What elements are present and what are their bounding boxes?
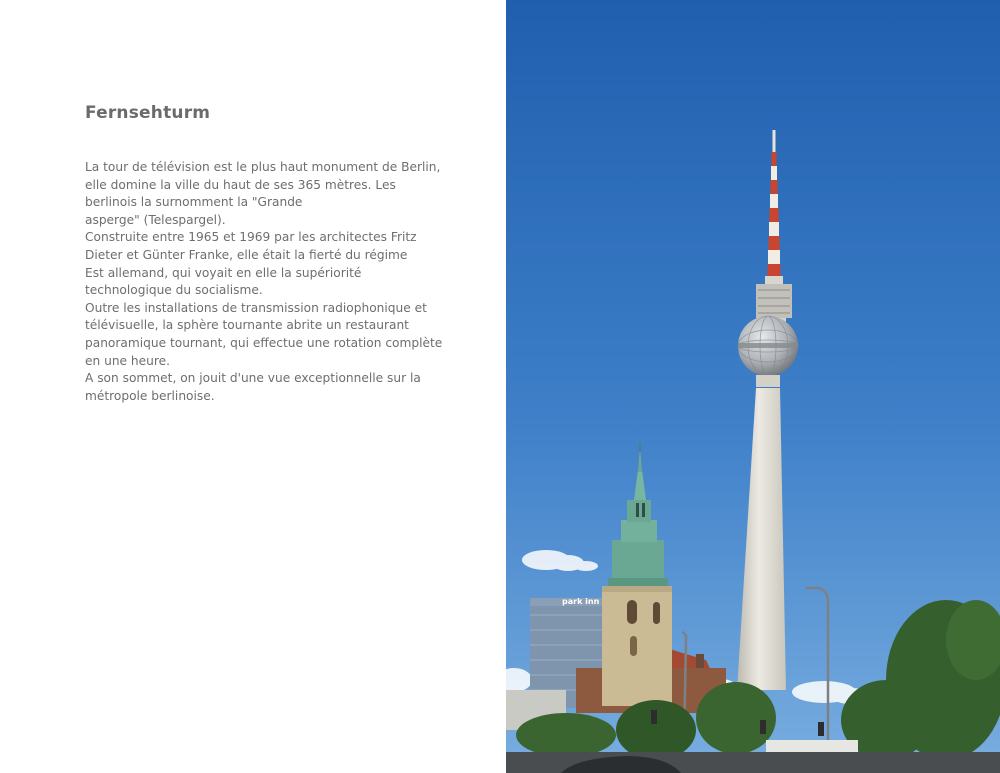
body-line: elle domine la ville du haut de ses 365 mètres. Les [85, 177, 396, 192]
body-line: Construite entre 1965 et 1969 par les architectes Fritz [85, 230, 417, 245]
tower-photo [506, 0, 1000, 773]
body-line: Dieter et Günter Franke, elle était la fierté du régime [85, 247, 408, 262]
body-line: Outre les installations de transmission radiophonique et [85, 300, 427, 315]
body-line: asperge" (Telespargel). [85, 212, 226, 227]
body-line: Est allemand, qui voyait en elle la supériorité [85, 265, 362, 280]
body-line: métropole berlinoise. [85, 388, 215, 403]
body-line: A son sommet, on jouit d'une vue exceptionnelle sur la [85, 371, 421, 386]
article-body [85, 159, 443, 405]
hotel-sign: park inn [562, 597, 600, 606]
body-line: télévisuelle, la sphère tournante abrite un restaurant [85, 318, 409, 333]
body-line: technologique du socialisme. [85, 283, 263, 298]
page-title: Fernsehturm [85, 103, 211, 123]
body-line: panoramique tournant, qui effectue une rotation complète [85, 335, 443, 350]
body-line: berlinois la surnomment la "Grande [85, 195, 303, 210]
body-line: La tour de télévision est le plus haut monument de Berlin, [85, 160, 441, 174]
body-line: en une heure. [85, 353, 170, 368]
